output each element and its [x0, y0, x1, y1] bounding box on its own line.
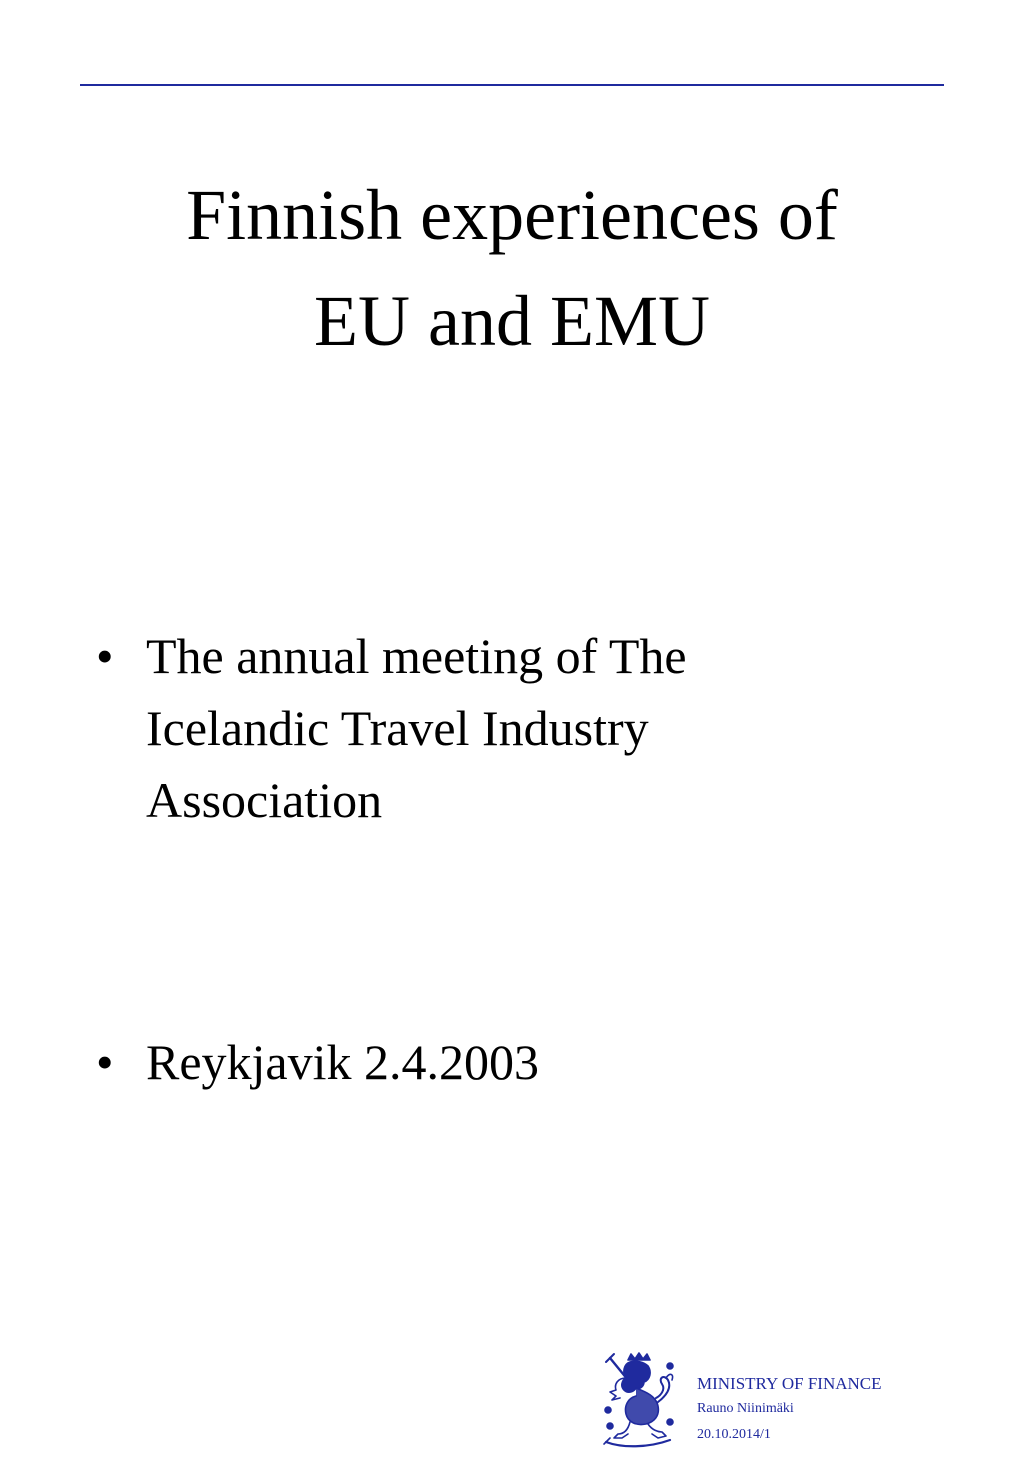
footer [600, 1352, 930, 1452]
bullet-line: Icelandic Travel Industry [146, 700, 649, 756]
organization-name: MINISTRY OF FINANCE [697, 1374, 882, 1393]
slide-title-line-2: EU and EMU [314, 281, 710, 361]
date-page-number: 20.10.2014/1 [697, 1427, 771, 1442]
bullet-marker: • [96, 1034, 114, 1090]
bullet-marker: • [96, 628, 114, 684]
bullet-item-location [96, 1026, 1024, 1098]
bullet-line: Reykjavik 2.4.2003 [146, 1034, 540, 1090]
finnish-lion-coat-of-arms-icon [600, 1352, 678, 1450]
bullet-line: Association [146, 772, 383, 828]
bullet-item-meeting [96, 620, 1024, 836]
author-name: Rauno Niinimäki [697, 1401, 794, 1416]
slide-title-line-1: Finnish experiences of [186, 175, 838, 255]
top-rule [80, 84, 944, 86]
bullet-line: The annual meeting of The [146, 628, 687, 684]
footer-text [697, 1372, 882, 1448]
slide-title [0, 162, 1024, 374]
